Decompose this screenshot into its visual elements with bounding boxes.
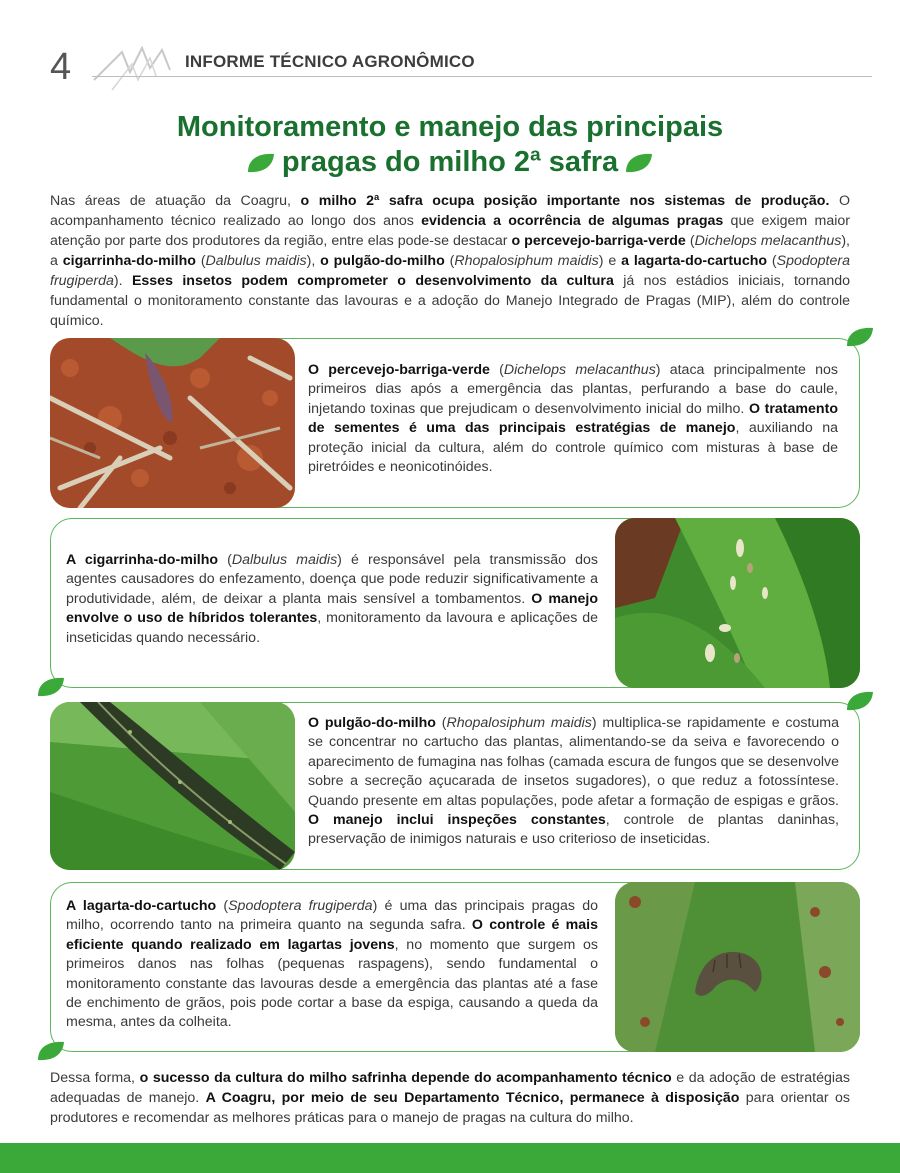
- scientific-name: Rhopalosiphum maidis: [454, 253, 599, 269]
- text-span: para orientar os produtores e recomendar as melhores práticas para o manejo de pragas na cultura do milho.: [50, 1090, 851, 1126]
- text-span: ) é uma das principais pragas do milho, ocorrendo tanto na primeira quanto na segunda safra.: [66, 898, 598, 934]
- header-divider: [92, 76, 872, 77]
- section-text-pulgao: [308, 714, 839, 850]
- text-span: , monitoramento da lavoura e aplicações de inseticidas quando necessário.: [66, 610, 598, 646]
- title-line-2: pragas do milho 2ª safra: [0, 145, 900, 180]
- bold-text: O tratamento de sementes é uma das principais estratégias de manejo: [308, 400, 838, 437]
- bold-text: o percevejo-barriga-verde: [511, 233, 686, 249]
- header-title: INFORME TÉCNICO AGRONÔMICO: [185, 52, 475, 71]
- text-span: (: [435, 715, 447, 731]
- intro-paragraph: [50, 191, 850, 331]
- section-text-percevejo: [308, 361, 838, 477]
- footer-bar: [0, 1143, 900, 1173]
- text-span: ).: [113, 273, 132, 289]
- bold-text: A cigarrinha-do-milho: [66, 552, 219, 568]
- text-span: (: [216, 898, 229, 914]
- bold-text: O pulgão-do-milho: [308, 715, 436, 731]
- page-number: 4: [50, 46, 72, 88]
- section-text-lagarta: [66, 897, 598, 1033]
- article-title: [0, 110, 900, 180]
- scientific-name: Spodoptera frugiperda: [228, 898, 373, 914]
- text-span: (: [444, 253, 455, 269]
- bold-text: Esses insetos podem comprometer o desenvolvimento da cultura: [131, 273, 614, 289]
- bold-text: O percevejo-barriga-verde: [308, 362, 490, 378]
- bold-text: O manejo inclui inspeções constantes: [308, 812, 606, 829]
- scientific-name: Dichelops melacanthus: [694, 233, 842, 249]
- bold-text: o milho 2ª safra ocupa posição importante nos sistemas de produção.: [300, 193, 830, 209]
- scientific-name: Dalbulus maidis: [231, 552, 338, 568]
- text-span: Dessa forma,: [50, 1070, 140, 1086]
- title-line-1: Monitoramento e manejo das principais: [176, 111, 724, 143]
- text-span: (: [489, 362, 504, 378]
- leaf-icon: [845, 690, 875, 712]
- bold-text: evidencia a ocorrência de algumas pragas: [421, 213, 724, 229]
- scientific-name: Spodoptera frugiperda: [50, 253, 850, 289]
- leaf-icon: [36, 676, 66, 698]
- text-span: Nas áreas de atuação da Coagru,: [50, 193, 301, 209]
- text-span: (: [685, 233, 695, 249]
- scientific-name: Rhopalosiphum maidis: [446, 715, 592, 731]
- bold-text: cigarrinha-do-milho: [62, 253, 196, 269]
- photo-cigarrinha-do-milho: [615, 518, 860, 688]
- text-span: ) multiplica-se rapidamente e costuma se concentrar no cartucho das plantas, alimentando-se da seiva e favorecendo o aparecimento de fumagina nas folhas (camada escura de fungos que se desenvolve sobre a secreção açucarada de insetos sugadores), o que reduz a fotossíntese. Quando presente em altas populações, pode afetar a formação de espigas e grãos.: [308, 715, 840, 809]
- leaf-icon: [845, 326, 875, 348]
- bold-text: a lagarta-do-cartucho: [621, 253, 768, 269]
- bold-text: o sucesso da cultura do milho safrinha depende do acompanhamento técnico: [139, 1070, 672, 1086]
- publication-logo-icon: [92, 44, 182, 94]
- leaf-icon: [624, 152, 654, 174]
- closing-paragraph: [50, 1068, 850, 1128]
- photo-lagarta-do-cartucho: [615, 882, 860, 1052]
- bold-text: O controle é mais eficiente quando realizado em lagartas jovens: [66, 917, 598, 953]
- bold-text: A Coagru, por meio de seu Departamento Técnico, permanece à disposição: [205, 1090, 740, 1106]
- photo-pulgao-do-milho: [50, 702, 295, 870]
- text-span: O acompanhamento técnico realizado ao longo dos anos: [50, 193, 850, 229]
- bold-text: A lagarta-do-cartucho: [66, 898, 217, 914]
- photo-percevejo-barriga-verde: [50, 338, 295, 508]
- text-span: ) e: [598, 253, 622, 269]
- text-span: que exigem maior atenção por parte dos produtores da região, entre elas pode-se destacar: [50, 213, 850, 249]
- text-span: (: [218, 552, 232, 568]
- scientific-name: Dichelops melacanthus: [503, 362, 656, 378]
- text-span: já nos estádios iniciais, tornando fundamental o monitoramento constante das lavouras e a adoção do Manejo Integrado de Pragas (MIP), além do controle químico.: [50, 273, 850, 329]
- text-span: (: [767, 253, 777, 269]
- text-span: , auxiliando na proteção inicial da cultura, além do controle químico com misturas à base de piretróides e neonicotinóides.: [308, 420, 838, 476]
- text-span: , no momento que surgem os primeiros danos nas folhas (pequenas raspagens), sendo fundamental o monitoramento constante das lavouras desde a emergência das plantas até a fase de enchimento de grãos, pois pode cortar a base da espiga, causando a queda da mesma, antes da colheita.: [66, 936, 598, 1031]
- text-span: ) ataca principalmente nos primeiros dias após a emergência das plantas, perfurando a base do caule, injetando toxinas que prejudicam o desenvolvimento inicial do milho.: [308, 362, 838, 417]
- section-text-cigarrinha: [66, 551, 598, 648]
- text-span: ) é responsável pela transmissão dos agentes causadores do enfezamento, doença que pode reduzir significativamente a produtividade, além, de deixar a planta mais sensível a tombamentos.: [66, 552, 598, 607]
- text-span: , controle de plantas daninhas, preservação de inimigos naturais e uso criterioso de inseticidas.: [308, 812, 839, 848]
- text-span: (: [195, 253, 206, 269]
- leaf-icon: [36, 1040, 66, 1062]
- text-span: ), a: [50, 233, 850, 269]
- leaf-icon: [246, 152, 276, 174]
- scientific-name: Dalbulus maidis: [205, 253, 307, 269]
- text-span: ),: [306, 253, 321, 269]
- bold-text: o pulgão-do-milho: [320, 253, 445, 269]
- text-span: e da adoção de estratégias adequadas de manejo.: [50, 1070, 851, 1106]
- bold-text: O manejo envolve o uso de híbridos tolerantes: [66, 590, 598, 627]
